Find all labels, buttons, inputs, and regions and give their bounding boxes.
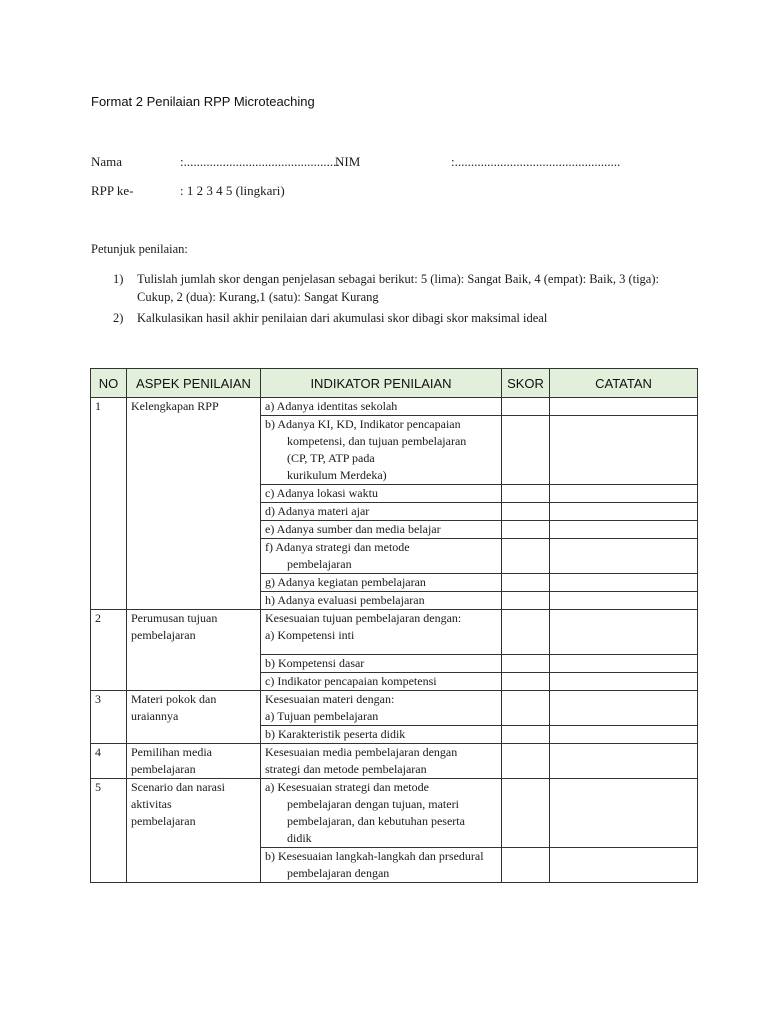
aspek-text: Perumusan tujuan (131, 611, 218, 625)
indikator-cell (261, 744, 502, 779)
skor-cell[interactable] (502, 726, 550, 744)
catatan-cell[interactable] (550, 744, 698, 779)
indikator-cell (261, 691, 502, 726)
skor-cell[interactable] (502, 848, 550, 883)
rpp-options[interactable]: : 1 2 3 4 5 (lingkari) (180, 183, 285, 198)
catatan-cell[interactable] (550, 521, 698, 539)
row-aspek: Kelengkapan RPP (127, 398, 261, 610)
skor-cell[interactable] (502, 485, 550, 503)
skor-cell[interactable] (502, 655, 550, 673)
catatan-cell[interactable] (550, 485, 698, 503)
catatan-cell[interactable] (550, 673, 698, 691)
instruction-1-line-2: Cukup, 2 (dua): Kurang,1 (satu): Sangat Kurang (137, 290, 379, 304)
catatan-cell[interactable] (550, 848, 698, 883)
skor-cell[interactable] (502, 574, 550, 592)
aspek-text: pembelajaran (131, 762, 196, 776)
indikator-text: e) Adanya sumber dan media belajar (265, 522, 441, 536)
header-catatan: CATATAN (550, 369, 698, 398)
indikator-text: b) Adanya KI, KD, Indikator pencapaian (265, 417, 461, 431)
instructions-heading: Petunjuk penilaian: (91, 242, 188, 256)
nim-label: NIM (335, 154, 361, 169)
aspek-text: pembelajaran (131, 628, 196, 642)
indikator-text: h) Adanya evaluasi pembelajaran (265, 593, 425, 607)
skor-cell[interactable] (502, 779, 550, 848)
indikator-text: g) Adanya kegiatan pembelajaran (265, 575, 426, 589)
row-no: 4 (91, 744, 127, 779)
catatan-cell[interactable] (550, 691, 698, 726)
indikator-text: f) Adanya strategi dan metode (265, 540, 410, 554)
table-header-row (91, 369, 698, 398)
catatan-cell[interactable] (550, 503, 698, 521)
skor-cell[interactable] (502, 539, 550, 574)
indikator-text: a) Kesesuaian strategi dan metode (265, 780, 429, 794)
aspek-text: Pemilihan media (131, 745, 212, 759)
skor-cell[interactable] (502, 673, 550, 691)
indikator-text: strategi dan metode pembelajaran (265, 762, 427, 776)
skor-cell[interactable] (502, 610, 550, 655)
indikator-text: pembelajaran, dan kebutuhan peserta (287, 814, 465, 828)
rpp-label: RPP ke- (91, 183, 134, 198)
indikator-text: (CP, TP, ATP pada (287, 451, 375, 465)
indikator-text: a) Adanya identitas sekolah (265, 399, 398, 413)
table-row (91, 691, 698, 726)
indikator-cell (261, 848, 502, 883)
indikator-cell (261, 574, 502, 592)
catatan-cell[interactable] (550, 610, 698, 655)
indikator-text: pembelajaran dengan (287, 866, 390, 880)
catatan-cell[interactable] (550, 416, 698, 485)
catatan-cell[interactable] (550, 574, 698, 592)
indikator-text: Kesesuaian tujuan pembelajaran dengan: (265, 611, 462, 625)
indikator-text: kurikulum Merdeka) (287, 468, 387, 482)
row-no: 2 (91, 610, 127, 691)
indikator-text: didik (287, 831, 312, 845)
catatan-cell[interactable] (550, 539, 698, 574)
aspek-text: Scenario dan narasi (131, 780, 225, 794)
indikator-cell (261, 485, 502, 503)
indikator-text: a) Tujuan pembelajaran (265, 709, 379, 723)
aspek-text: uraiannya (131, 709, 179, 723)
table-row (91, 744, 698, 779)
indikator-text: pembelajaran dengan tujuan, materi (287, 797, 459, 811)
indikator-text: b) Karakteristik peserta didik (265, 727, 406, 741)
indikator-text: c) Adanya lokasi waktu (265, 486, 378, 500)
skor-cell[interactable] (502, 398, 550, 416)
document-title: Format 2 Penilaian RPP Microteaching (91, 94, 315, 109)
indikator-cell (261, 673, 502, 691)
indikator-text: kompetensi, dan tujuan pembelajaran (287, 434, 467, 448)
indikator-cell (261, 398, 502, 416)
skor-cell[interactable] (502, 592, 550, 610)
indikator-cell (261, 779, 502, 848)
header-skor: SKOR (502, 369, 550, 398)
indikator-cell (261, 610, 502, 655)
catatan-cell[interactable] (550, 726, 698, 744)
aspek-text: aktivitas (131, 797, 172, 811)
indikator-text: Kesesuaian materi dengan: (265, 692, 395, 706)
table-row (91, 779, 698, 848)
instruction-2-number: 2) (113, 311, 124, 325)
skor-cell[interactable] (502, 744, 550, 779)
indikator-cell (261, 503, 502, 521)
catatan-cell[interactable] (550, 779, 698, 848)
indikator-cell (261, 726, 502, 744)
instruction-2-text: Kalkulasikan hasil akhir penilaian dari akumulasi skor dibagi skor maksimal ideal (137, 311, 548, 325)
aspek-text: Materi pokok dan (131, 692, 217, 706)
indikator-cell (261, 655, 502, 673)
instruction-1-line-1: Tulislah jumlah skor dengan penjelasan sebagai berikut: 5 (lima): Sangat Baik, 4 (empat): Baik, 3 (tiga): (137, 272, 659, 286)
assessment-table (90, 368, 698, 883)
row-aspek (127, 691, 261, 744)
aspek-text: pembelajaran (131, 814, 196, 828)
indikator-text: pembelajaran (287, 557, 352, 571)
nama-label: Nama (91, 154, 123, 169)
indikator-text: b) Kompetensi dasar (265, 656, 365, 670)
header-indikator: INDIKATOR PENILAIAN (261, 369, 502, 398)
indikator-text: Kesesuaian media pembelajaran dengan (265, 745, 458, 759)
indikator-text: d) Adanya materi ajar (265, 504, 370, 518)
indikator-text: b) Kesesuaian langkah-langkah dan prsedural (265, 849, 484, 863)
row-aspek (127, 744, 261, 779)
row-no: 3 (91, 691, 127, 744)
indikator-cell (261, 521, 502, 539)
skor-cell[interactable] (502, 416, 550, 485)
catatan-cell[interactable] (550, 592, 698, 610)
header-no: NO (91, 369, 127, 398)
row-aspek (127, 610, 261, 691)
catatan-cell[interactable] (550, 655, 698, 673)
skor-cell[interactable] (502, 691, 550, 726)
skor-cell[interactable] (502, 521, 550, 539)
nama-field[interactable]: :................................................ (180, 154, 340, 169)
header-aspek: ASPEK PENILAIAN (127, 369, 261, 398)
row-aspek (127, 779, 261, 883)
indikator-cell (261, 539, 502, 574)
indikator-text: a) Kompetensi inti (265, 628, 355, 642)
indikator-text: c) Indikator pencapaian kompetensi (265, 674, 437, 688)
nim-field[interactable]: :................................................... (451, 154, 621, 169)
table-row (91, 398, 698, 416)
instruction-1-number: 1) (113, 272, 124, 286)
skor-cell[interactable] (502, 503, 550, 521)
catatan-cell[interactable] (550, 398, 698, 416)
indikator-cell (261, 592, 502, 610)
indikator-cell (261, 416, 502, 485)
table-row (91, 610, 698, 655)
row-no: 5 (91, 779, 127, 883)
row-no: 1 (91, 398, 127, 610)
